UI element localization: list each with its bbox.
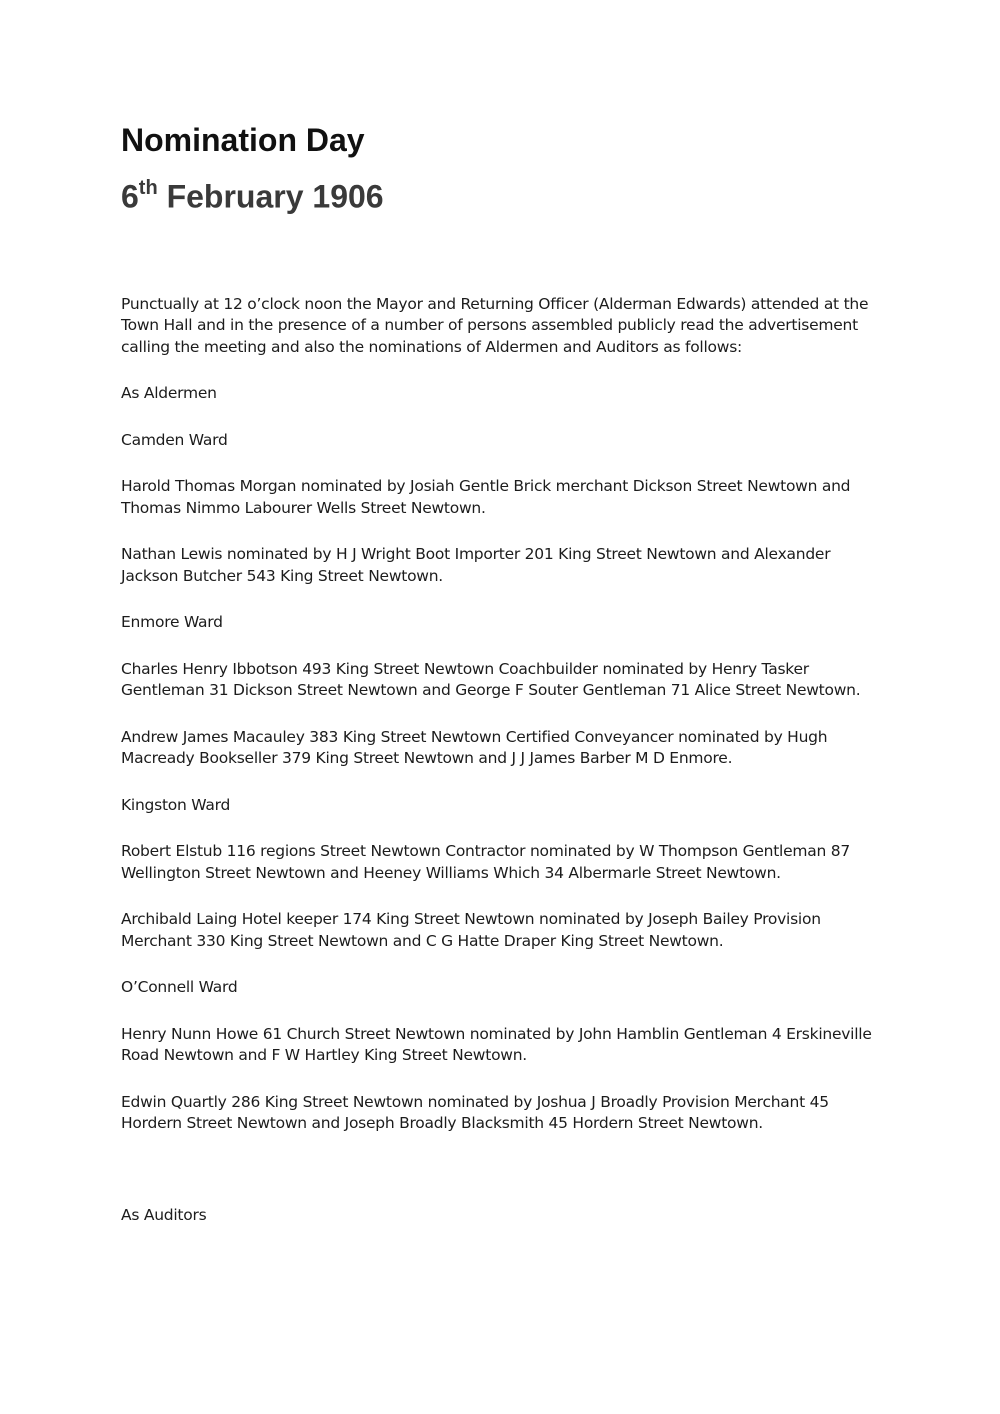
section-heading-aldermen: As Aldermen [121, 384, 217, 403]
nomination-paragraph: Archibald Laing Hotel keeper 174 King Street Newtown nominated by Joseph Bailey Provision Merchant 330 King Street Newtown and C G Hatte Draper King Street Newtown. [121, 910, 821, 950]
nomination-paragraph: Robert Elstub 116 regions Street Newtown Contractor nominated by W Thompson Gentleman 87 Wellington Street Newtown and Heeney Williams Which 34 Albermarle Street Newtown. [121, 842, 850, 882]
date-day: 6 [121, 178, 139, 215]
document-title: Nomination Day [121, 122, 365, 158]
intro-paragraph: Punctually at 12 o’clock noon the Mayor and Returning Officer (Alderman Edwards) attended at the Town Hall and in the presence of a number of persons assembled publicly read the advertisement calling the meeting and also the nominations of Aldermen and Auditors as follows: [121, 294, 869, 356]
section-heading-auditors: As Auditors [121, 1205, 207, 1224]
nomination-paragraph: Edwin Quartly 286 King Street Newtown nominated by Joshua J Broadly Provision Merchant 45 Hordern Street Newtown and Joseph Broadly Blacksmith 45 Hordern Street Newtown. [121, 1092, 829, 1133]
ward-heading-oconnell: O’Connell Ward [121, 978, 238, 997]
nomination-paragraph: Andrew James Macauley 383 King Street Newtown Certified Conveyancer nominated by Hugh Macready Bookseller 379 King Street Newtown and J J James Barber M D Enmore. [121, 727, 828, 768]
ward-heading-enmore: Enmore Ward [121, 613, 223, 632]
document-body [121, 294, 891, 1227]
nomination-paragraph: Nathan Lewis nominated by H J Wright Boot Importer 201 King Street Newtown and Alexander Jackson Butcher 543 King Street Newtown. [121, 545, 831, 585]
ward-heading-kingston: Kingston Ward [121, 795, 231, 814]
document-page [121, 118, 891, 1251]
nomination-paragraph: Charles Henry Ibbotson 493 King Street Newtown Coachbuilder nominated by Henry Tasker Gentleman 31 Dickson Street Newtown and George F Souter Gentleman 71 Alice Street Newtown. [121, 659, 861, 700]
document-date [121, 168, 891, 219]
date-suffix: th [138, 177, 158, 199]
ward-heading-camden: Camden Ward [121, 430, 228, 449]
nomination-paragraph: Harold Thomas Morgan nominated by Josiah Gentle Brick merchant Dickson Street Newtown and Thomas Nimmo Labourer Wells Street Newtown. [121, 477, 851, 517]
date-rest: February 1906 [157, 178, 384, 215]
nomination-paragraph: Henry Nunn Howe 61 Church Street Newtown nominated by John Hamblin Gentleman 4 Erskineville Road Newtown and F W Hartley King Street Newtown. [121, 1024, 872, 1065]
